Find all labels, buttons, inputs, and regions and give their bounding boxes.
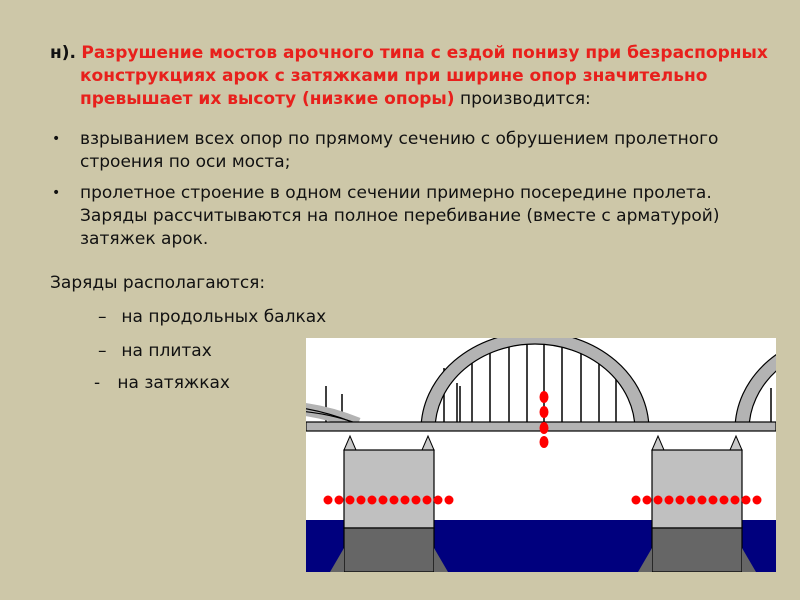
dash-icon: – bbox=[98, 307, 107, 327]
bridge-diagram bbox=[306, 338, 776, 572]
bullet-list bbox=[50, 128, 760, 259]
bullet-text: взрыванием всех опор по прямому сечению с обрушением пролетного строения по оси моста; bbox=[80, 129, 719, 172]
heading-accent: Разрушение мостов арочного типа с ездой понизу при безраспорных конструкциях арок с затяжками при ширине опор значительно превышает их высоту (низкие опоры) bbox=[80, 43, 768, 109]
list-item bbox=[50, 128, 760, 174]
location-item bbox=[98, 340, 212, 363]
dash-icon: - bbox=[94, 373, 101, 393]
location-item bbox=[98, 306, 326, 329]
heading-prefix: н). bbox=[50, 43, 76, 63]
dash-icon: – bbox=[98, 341, 107, 361]
right-pier bbox=[638, 450, 756, 572]
location-label: на плитах bbox=[121, 341, 212, 361]
heading-tail: производится: bbox=[459, 89, 591, 109]
location-label: на затяжках bbox=[117, 373, 230, 393]
bullet-text: пролетное строение в одном сечении примерно посередине пролета. Заряды рассчитываются на полное перебивание (вместе с арматурой) затяжек арок. bbox=[80, 183, 720, 249]
heading bbox=[50, 42, 800, 111]
bullet-icon: • bbox=[52, 131, 61, 147]
list-item bbox=[50, 182, 760, 251]
location-label: на продольных балках bbox=[121, 307, 327, 327]
location-item bbox=[94, 372, 230, 395]
charges-title: Заряды располагаются: bbox=[50, 273, 266, 293]
left-pier bbox=[330, 450, 448, 572]
bullet-icon: • bbox=[52, 185, 61, 201]
